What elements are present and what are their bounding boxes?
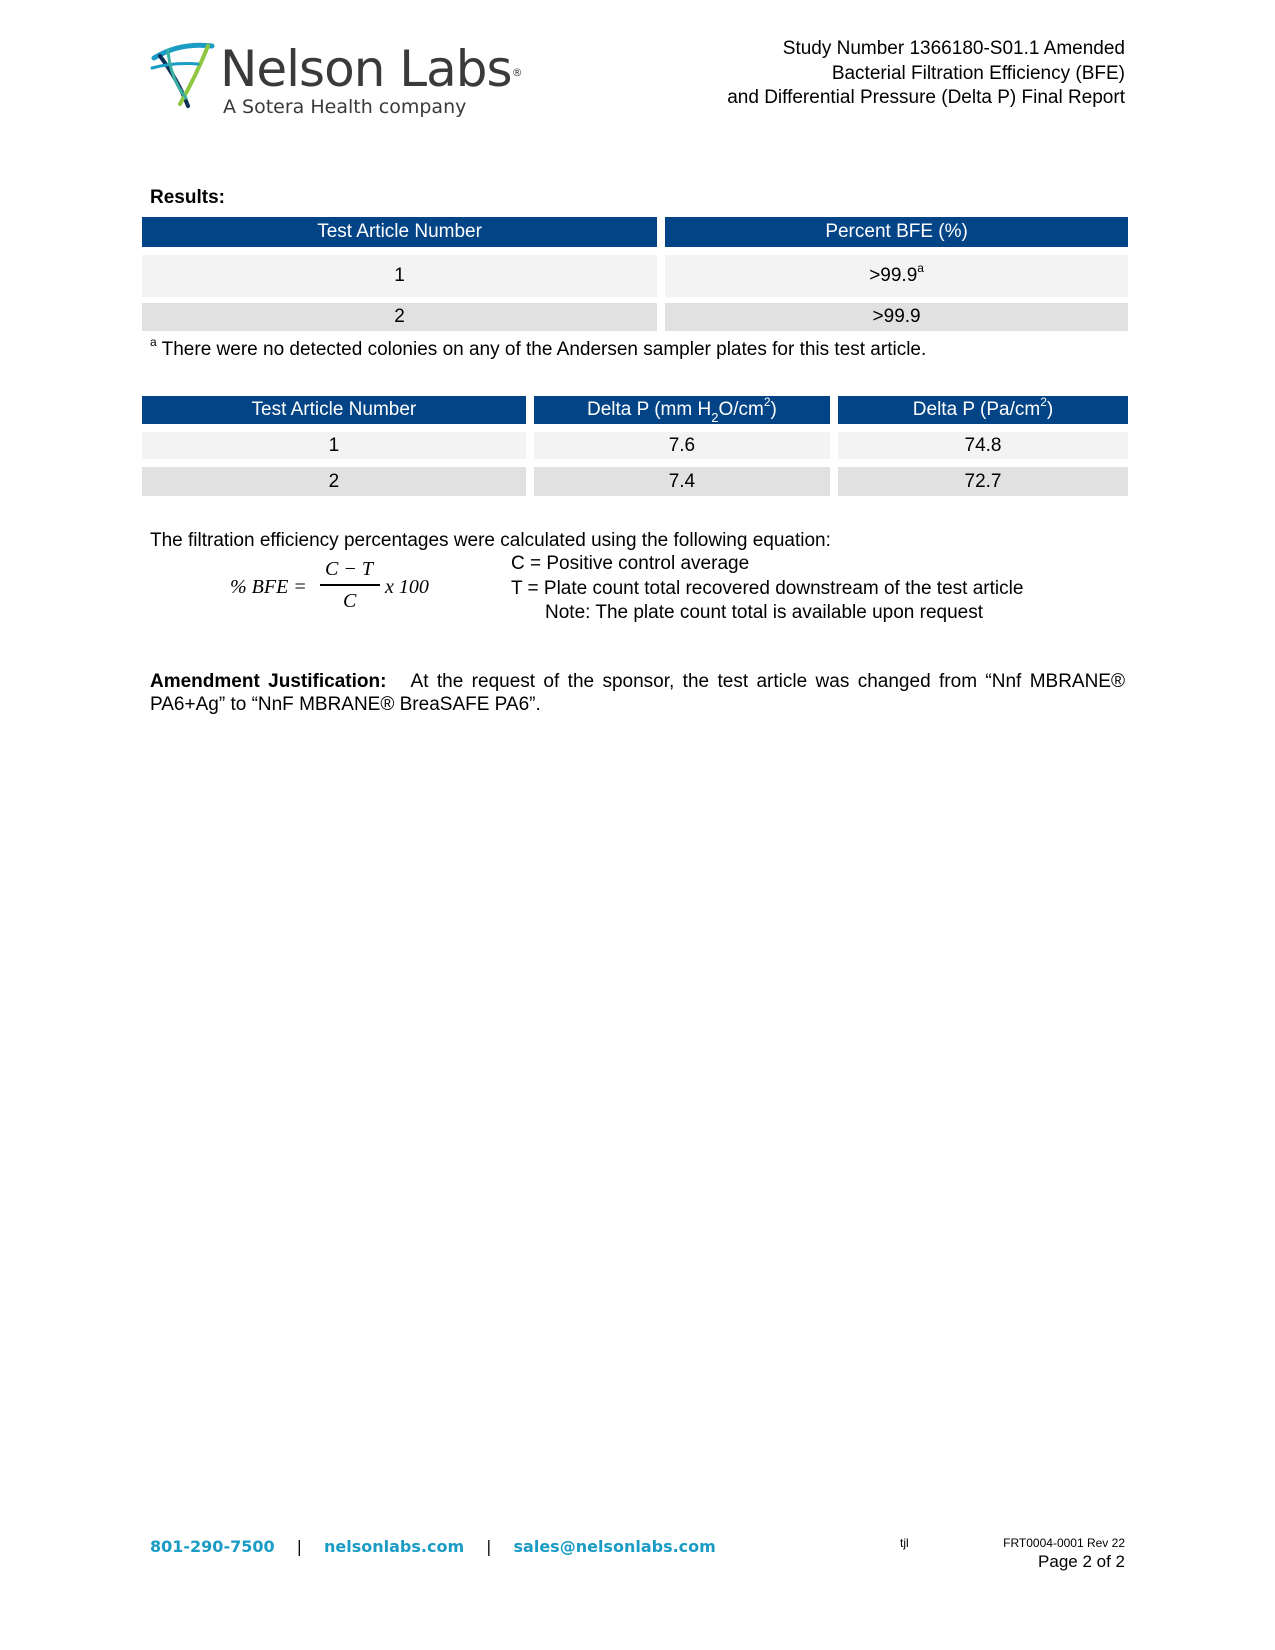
amendment-text: At the request of the sponsor, the test article was changed from “Nnf MBRANE® PA6+Ag” to “NnF MBRANE® BreaSAFE PA6”. — [150, 671, 1125, 715]
amendment-label: Amendment Justification: — [150, 671, 387, 692]
definition-t: T = Plate count total recovered downstream of the test article — [511, 577, 1024, 599]
bfe-equation — [230, 558, 440, 618]
column-header: Test Article Number — [142, 396, 526, 424]
bfe-results-table — [134, 217, 1136, 331]
logo-name: Nelson Labs® — [220, 40, 522, 98]
table-header-row — [142, 396, 1128, 424]
footer-contacts — [150, 1537, 716, 1556]
author-initials: tjl — [900, 1536, 909, 1550]
article-number-cell: 1 — [142, 255, 657, 297]
fraction-bar — [320, 584, 380, 586]
column-header: Test Article Number — [142, 217, 657, 247]
equation-denominator: C — [343, 590, 357, 612]
article-number-cell: 2 — [142, 303, 657, 331]
column-header: Delta P $(Pa/cm^2)$ — [838, 396, 1128, 424]
bfe-value-cell: >99.9$^a$ — [665, 255, 1128, 297]
table-row — [142, 432, 1128, 459]
report-header — [605, 37, 1125, 111]
delta-p-pa-cell: 74.8 — [838, 432, 1128, 459]
footer-email-link[interactable]: sales@nelsonlabs.com — [513, 1537, 716, 1556]
equation-intro: The filtration efficiency percentages were calculated using the following equation: — [150, 530, 831, 551]
footer-separator: | — [486, 1537, 492, 1556]
logo-tagline: A Sotera Health company — [223, 96, 467, 118]
table-row — [142, 255, 1128, 297]
table-row — [142, 303, 1128, 331]
delta-p-table — [134, 396, 1136, 496]
equation-lhs: % BFE = — [230, 576, 307, 598]
footer-phone[interactable]: 801-290-7500 — [150, 1537, 275, 1556]
delta-p-pa-cell: 72.7 — [838, 467, 1128, 496]
bfe-value-cell: >99.9 — [665, 303, 1128, 331]
report-title-line: and Differential Pressure (Delta P) Final Report — [727, 87, 1125, 108]
page-number: Page 2 of 2 — [1038, 1552, 1125, 1571]
article-number-cell: 2 — [142, 467, 526, 496]
article-number-cell: 1 — [142, 432, 526, 459]
amendment-justification — [150, 670, 1125, 716]
form-revision: FRT0004-0001 Rev 22 — [1003, 1536, 1125, 1550]
delta-p-mm-cell: 7.6 — [534, 432, 830, 459]
column-header: Delta P (mm $H_2O/cm^2$) — [534, 396, 830, 424]
equation-rhs: x 100 — [385, 576, 429, 598]
company-logo — [150, 40, 522, 125]
definition-c: C = Positive control average — [511, 553, 750, 574]
study-number: Study Number 1366180-S01.1 Amended — [782, 38, 1125, 59]
column-header: Percent BFE (%) — [665, 217, 1128, 247]
equation-numerator: C − T — [325, 558, 373, 580]
footer-separator: | — [296, 1537, 302, 1556]
bfe-footnote: $^a$ There were no detected colonies on any of the Andersen sampler plates for this test article. — [150, 335, 927, 360]
report-title-line: Bacterial Filtration Efficiency (BFE) — [831, 62, 1125, 84]
footnote-mark: a — [917, 261, 924, 275]
equation-definitions — [511, 552, 1023, 626]
delta-p-mm-cell: 7.4 — [534, 467, 830, 496]
footer-website-link[interactable]: nelsonlabs.com — [324, 1537, 465, 1556]
nelson-labs-logo-mark-icon — [150, 40, 218, 112]
table-row — [142, 467, 1128, 496]
table-header-row — [142, 217, 1128, 247]
definition-note: Note: The plate count total is available upon request — [545, 602, 983, 623]
results-heading: Results: — [150, 187, 225, 208]
